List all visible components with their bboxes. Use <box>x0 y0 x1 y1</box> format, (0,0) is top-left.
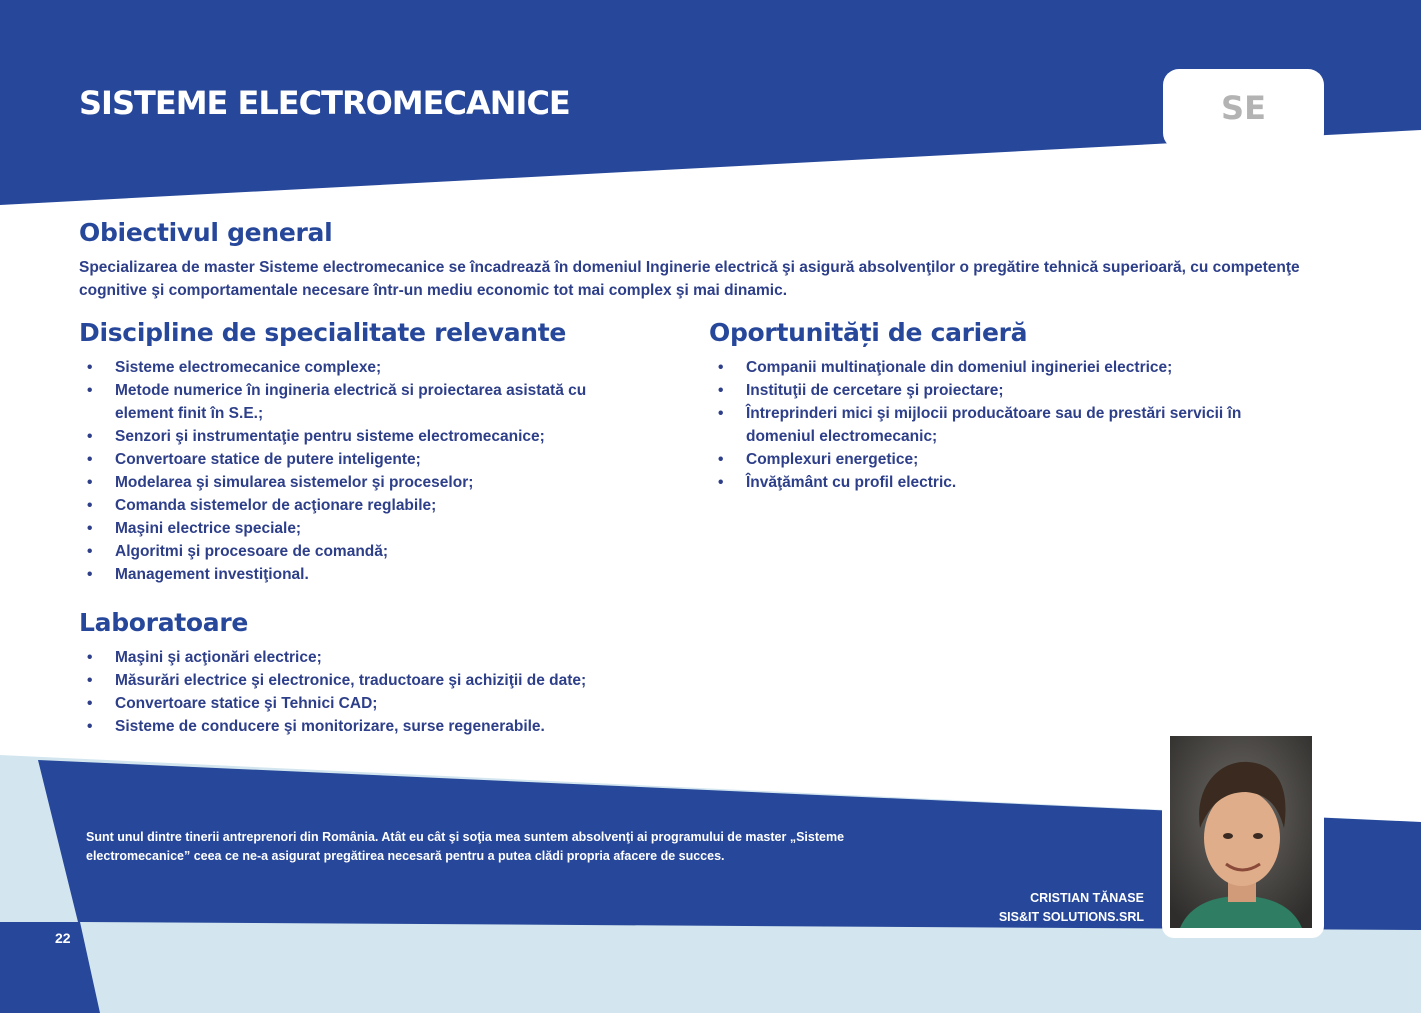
labs-list <box>79 646 679 738</box>
page-number: 22 <box>55 930 71 946</box>
list-item: • Comanda sistemelor de acţionare reglabile; <box>79 494 639 517</box>
list-item: • Metode numerice în ingineria electrică si proiectarea asistată cu element finit în S.E.; <box>79 379 639 425</box>
list-item: • Management investiţional. <box>79 563 639 586</box>
list-item: • Instituţii de cercetare şi proiectare; <box>710 379 1310 402</box>
testimonial-company: SIS&IT SOLUTIONS.SRL <box>998 910 1144 924</box>
list-item: • Măsurări electrice şi electronice, traductoare şi achiziţii de date; <box>79 669 679 692</box>
portrait-frame <box>1162 728 1324 938</box>
disciplines-heading: Discipline de specialitate relevante <box>79 318 567 347</box>
list-item: • Companii multinaţionale din domeniul ingineriei electrice; <box>710 356 1310 379</box>
objective-heading: Obiectivul general <box>79 218 333 247</box>
objective-text: Specializarea de master Sisteme electromecanice se încadrează în domeniul Inginerie electrică şi asigură absolvenţilor o pregătire tehnică superioară, cu competenţe cognitive şi comportamentale necesare într-un mediu economic tot mai complex şi mai dinamic. <box>79 259 1300 299</box>
list-item: • Întreprinderi mici şi mijlocii producătoare sau de prestări servicii în domeniul electromecanic; <box>710 402 1310 448</box>
career-list <box>710 356 1310 494</box>
list-item: • Senzori şi instrumentaţie pentru sisteme electromecanice; <box>79 425 639 448</box>
list-item: • Complexuri energetice; <box>710 448 1310 471</box>
page-title: SISTEME ELECTROMECANICE <box>79 84 570 122</box>
list-item: • Sisteme de conducere şi monitorizare, surse regenerabile. <box>79 715 679 738</box>
labs-heading: Laboratoare <box>79 608 249 637</box>
list-item: • Maşini electrice speciale; <box>79 517 639 540</box>
career-heading: Oportunități de carieră <box>709 318 1028 347</box>
list-item: • Învăţământ cu profil electric. <box>710 471 1310 494</box>
list-item: • Modelarea şi simularea sistemelor şi proceselor; <box>79 471 639 494</box>
list-item: • Sisteme electromecanice complexe; <box>79 356 639 379</box>
list-item: • Algoritmi şi procesoare de comandă; <box>79 540 639 563</box>
portrait-photo <box>1170 736 1312 928</box>
list-item: • Maşini şi acţionări electrice; <box>79 646 679 669</box>
disciplines-list <box>79 356 639 586</box>
testimonial-name: CRISTIAN TĂNASE <box>1030 891 1144 905</box>
list-item: • Convertoare statice şi Tehnici CAD; <box>79 692 679 715</box>
program-code: SE <box>1221 89 1266 127</box>
testimonial-quote: Sunt unul dintre tinerii antreprenori din România. Atât eu cât şi soţia mea suntem absolvenţi ai programului de master „Sisteme electromecanice” ceea ce ne-a asigurat pregătirea necesară pentru a putea clădi propria afacere de succes. <box>86 830 845 863</box>
program-code-tab <box>1163 69 1324 149</box>
list-item: • Convertoare statice de putere inteligente; <box>79 448 639 471</box>
